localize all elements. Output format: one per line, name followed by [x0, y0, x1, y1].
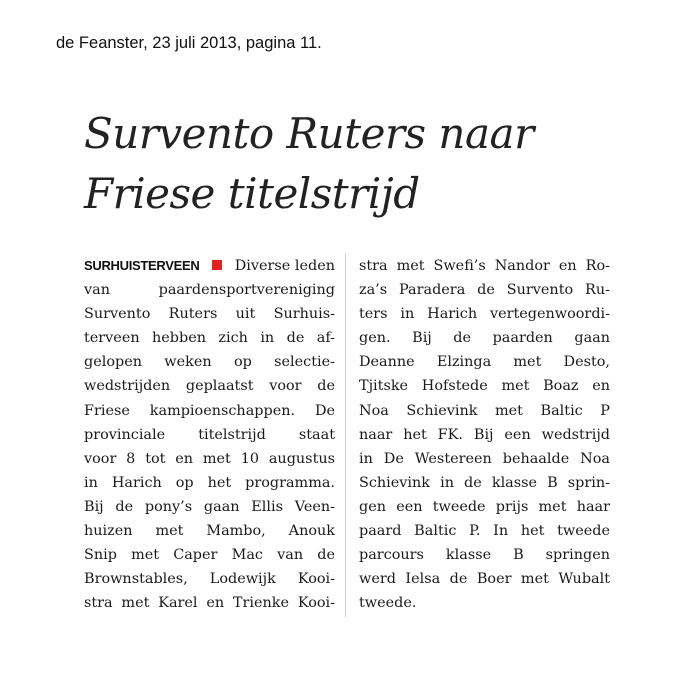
text-line: van paardensportvereniging	[84, 282, 335, 299]
text-line: gelopen weken op selectie-	[84, 354, 335, 371]
text-line: Survento Ruters uit Surhuis-	[84, 306, 335, 323]
red-square-bullet-icon	[212, 260, 222, 270]
headline-line-2: Friese titelstrijd	[84, 169, 420, 218]
column-divider	[345, 254, 346, 617]
text-line: in De Westereen behaalde Noa	[359, 450, 610, 467]
text-line: ters in Harich vertegenwoordi-	[359, 306, 610, 323]
text-line: voor 8 tot en met 10 augustus	[84, 450, 335, 467]
text-line: Noa Schievink met Baltic P	[359, 402, 610, 419]
text-line: paard Baltic P. In het tweede	[359, 523, 610, 540]
text-line: gen. Bij de paarden gaan	[359, 330, 610, 347]
text-line: terveen hebben zich in de af-	[84, 330, 335, 347]
text-line: Deanne Elzinga met Desto,	[359, 354, 610, 371]
article-column-2	[359, 254, 610, 615]
text-line: Diverse leden	[234, 258, 335, 274]
text-line: huizen met Mambo, Anouk	[84, 523, 335, 540]
article-column-1	[84, 254, 335, 615]
text-line: za’s Paradera de Survento Ru-	[359, 282, 610, 299]
article-first-line	[84, 254, 335, 278]
text-line: parcours klasse B springen	[359, 547, 610, 564]
text-line: wedstrijden geplaatst voor de	[84, 378, 335, 395]
text-line: Brownstables, Lodewijk Kooi-	[84, 571, 335, 588]
text-line: Bij de pony’s gaan Ellis Veen-	[84, 498, 335, 515]
text-line: Snip met Caper Mac van de	[84, 547, 335, 564]
text-line: stra met Swefi’s Nandor en Ro-	[359, 258, 610, 274]
source-line: de Feanster, 23 juli 2013, pagina 11.	[56, 34, 322, 52]
text-line: in Harich op het programma.	[84, 474, 335, 491]
text-line: Schievink in de klasse B sprin-	[359, 474, 610, 491]
text-line: gen een tweede prijs met haar	[359, 498, 610, 515]
headline	[84, 104, 644, 224]
text-line: stra met Karel en Trienke Kooi-	[84, 595, 335, 612]
text-line: Friese kampioenschappen. De	[84, 402, 335, 419]
headline-line-1: Survento Ruters naar	[84, 109, 534, 158]
text-line: werd Ielsa de Boer met Wubalt	[359, 571, 610, 588]
text-line: Tjitske Hofstede met Boaz en	[359, 378, 610, 395]
text-line: provinciale titelstrijd staat	[84, 426, 335, 443]
text-line-last: tweede.	[359, 595, 417, 612]
dateline: SURHUISTERVEEN	[84, 258, 200, 273]
text-line: naar het FK. Bij een wedstrijd	[359, 426, 610, 443]
